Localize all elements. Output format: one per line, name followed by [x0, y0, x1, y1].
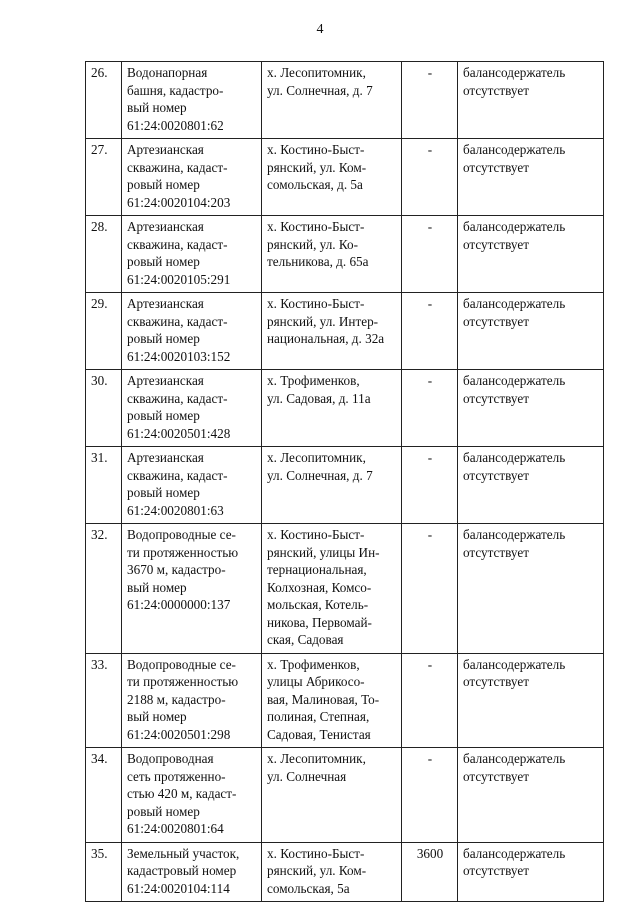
object-name: Артезианская скважина, кадаст- ровый номер 61:24:0020501:428	[122, 370, 262, 447]
object-name: Артезианская скважина, кадаст- ровый номер 61:24:0020801:63	[122, 447, 262, 524]
balance-holder: балансодержатель отсутствует	[458, 216, 604, 293]
object-address: х. Костино-Быст- рянский, ул. Ко- тельникова, д. 65а	[262, 216, 402, 293]
balance-holder: балансодержатель отсутствует	[458, 842, 604, 902]
object-name: Водопроводные се- ти протяженностью 3670 м, кадастро- вый номер 61:24:0000000:137	[122, 524, 262, 654]
balance-holder: балансодержатель отсутствует	[458, 524, 604, 654]
object-area: -	[402, 216, 458, 293]
object-address: х. Костино-Быст- рянский, ул. Интер- национальная, д. 32а	[262, 293, 402, 370]
row-number: 35.	[86, 842, 122, 902]
object-area: -	[402, 653, 458, 748]
object-name: Водопроводная сеть протяженно- стью 420 м, кадаст- ровый номер 61:24:0020801:64	[122, 748, 262, 843]
table-row	[86, 524, 604, 654]
object-name: Артезианская скважина, кадаст- ровый номер 61:24:0020105:291	[122, 216, 262, 293]
row-number: 28.	[86, 216, 122, 293]
object-address: х. Трофименков, улицы Абрикосо- вая, Малиновая, То- полиная, Степная, Садовая, Тенистая	[262, 653, 402, 748]
property-registry-table	[85, 61, 604, 902]
object-address: х. Костино-Быст- рянский, улицы Ин- тернациональная, Колхозная, Комсо- мольская, Котель- никова, Первомай- ская, Садовая	[262, 524, 402, 654]
balance-holder: балансодержатель отсутствует	[458, 139, 604, 216]
object-name: Водопроводные се- ти протяженностью 2188 м, кадастро- вый номер 61:24:0020501:298	[122, 653, 262, 748]
object-name: Земельный участок, кадастровый номер 61:24:0020104:114	[122, 842, 262, 902]
balance-holder: балансодержатель отсутствует	[458, 748, 604, 843]
object-address: х. Лесопитомник, ул. Солнечная	[262, 748, 402, 843]
object-name: Артезианская скважина, кадаст- ровый номер 61:24:0020103:152	[122, 293, 262, 370]
object-area: -	[402, 62, 458, 139]
table-row	[86, 62, 604, 139]
page-number: 4	[316, 22, 324, 37]
object-area: -	[402, 748, 458, 843]
table-row	[86, 748, 604, 843]
table-row	[86, 653, 604, 748]
object-area: -	[402, 139, 458, 216]
table-row	[86, 216, 604, 293]
object-address: х. Костино-Быст- рянский, ул. Ком- сомольская, д. 5а	[262, 139, 402, 216]
object-area: -	[402, 524, 458, 654]
object-area: -	[402, 370, 458, 447]
row-number: 31.	[86, 447, 122, 524]
table-row	[86, 139, 604, 216]
row-number: 27.	[86, 139, 122, 216]
object-area: -	[402, 293, 458, 370]
row-number: 29.	[86, 293, 122, 370]
balance-holder: балансодержатель отсутствует	[458, 62, 604, 139]
balance-holder: балансодержатель отсутствует	[458, 370, 604, 447]
balance-holder: балансодержатель отсутствует	[458, 447, 604, 524]
object-address: х. Трофименков, ул. Садовая, д. 11а	[262, 370, 402, 447]
row-number: 26.	[86, 62, 122, 139]
object-address: х. Костино-Быст- рянский, ул. Ком- сомольская, 5а	[262, 842, 402, 902]
row-number: 32.	[86, 524, 122, 654]
row-number: 30.	[86, 370, 122, 447]
object-name: Водонапорная башня, кадастро- вый номер 61:24:0020801:62	[122, 62, 262, 139]
table-row	[86, 842, 604, 902]
object-area: 3600	[402, 842, 458, 902]
table-row	[86, 293, 604, 370]
object-address: х. Лесопитомник, ул. Солнечная, д. 7	[262, 62, 402, 139]
row-number: 33.	[86, 653, 122, 748]
object-area: -	[402, 447, 458, 524]
row-number: 34.	[86, 748, 122, 843]
table-row	[86, 447, 604, 524]
object-address: х. Лесопитомник, ул. Солнечная, д. 7	[262, 447, 402, 524]
object-name: Артезианская скважина, кадаст- ровый номер 61:24:0020104:203	[122, 139, 262, 216]
balance-holder: балансодержатель отсутствует	[458, 653, 604, 748]
balance-holder: балансодержатель отсутствует	[458, 293, 604, 370]
table-row	[86, 370, 604, 447]
